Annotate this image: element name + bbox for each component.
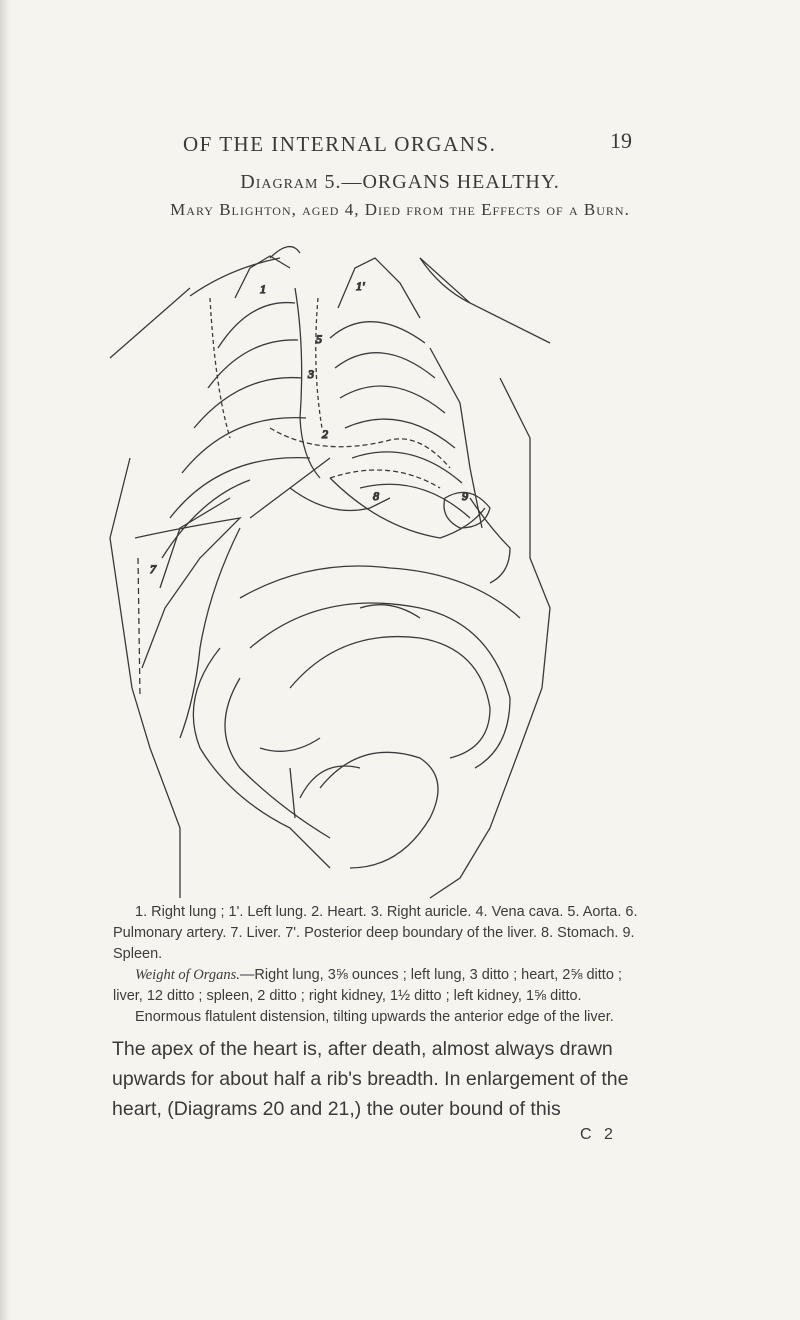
label-5: 5	[316, 332, 322, 346]
weight-text: —Right lung, 3⅝ ounces ; left lung, 3 ditto ; heart, 2⅝ ditto ; liver, 12 ditto ; spleen, 2 ditto ; right kidney, 1½ ditto ; left kidney, 1⅝ ditto.	[113, 967, 622, 1004]
legend-weights	[113, 965, 648, 1007]
torso-outline-right	[420, 258, 550, 898]
body-paragraph	[112, 1034, 652, 1124]
label-1-prime: 1'	[356, 279, 365, 293]
page-edge-shadow	[0, 0, 12, 1320]
anatomical-diagram	[90, 228, 650, 900]
body-paragraph-text: The apex of the heart is, after death, almost always drawn upwards for about half a rib's breadth. In enlargement of the heart, (Diagrams 20 and 21,) the outer bound of this	[112, 1038, 629, 1120]
label-1: 1	[260, 282, 266, 296]
running-head	[0, 128, 800, 168]
signature-mark: C 2	[580, 1126, 617, 1143]
shoulder-left	[190, 247, 300, 296]
subject-line: Mary Blighton, aged 4, Died from the Effects of a Burn.	[170, 200, 630, 219]
page-number: 19	[610, 128, 632, 153]
label-8: 8	[373, 489, 379, 503]
label-3: 3	[308, 367, 314, 381]
legend-note: Enormous flatulent distension, tilting upwards the anterior edge of the liver.	[135, 1009, 614, 1025]
intestines	[193, 566, 520, 868]
label-2: 2	[322, 427, 328, 441]
diagram-legend	[113, 902, 648, 1028]
liver	[135, 458, 330, 738]
left-lung	[330, 258, 482, 528]
label-9: 9	[462, 489, 468, 503]
running-head-title: OF THE INTERNAL ORGANS.	[183, 132, 497, 156]
diagram-title: Diagram 5.—ORGANS HEALTHY.	[240, 171, 560, 193]
weight-heading: Weight of Organs.	[135, 967, 240, 983]
legend-key: 1. Right lung ; 1'. Left lung. 2. Heart. 3. Right auricle. 4. Vena cava. 5. Aorta. 6. Pulmonary artery. 7. Liver. 7'. Posterior deep boundary of the liver. 8. Stomach. 9. Spleen.	[113, 904, 638, 962]
torso-outline-left	[110, 288, 190, 898]
heart-region	[270, 288, 450, 511]
organs-drawing	[90, 228, 650, 900]
label-7: 7	[150, 562, 156, 576]
